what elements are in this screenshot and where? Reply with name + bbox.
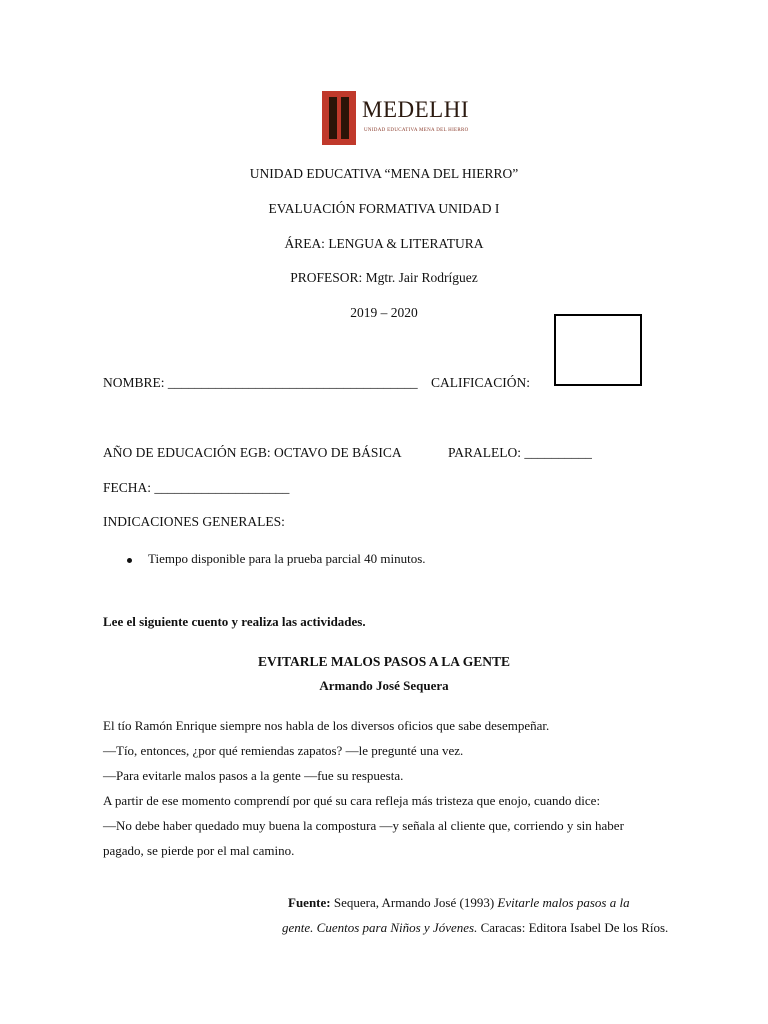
story-author: Armando José Sequera [319,678,449,693]
grade-box[interactable] [554,314,642,386]
grade-label: CALIFICACIÓN: [431,375,531,390]
logo-tagline: UNIDAD EDUCATIVA MENA DEL HIERRO [364,128,469,133]
story-line: El tío Ramón Enrique siempre nos habla de los diversos oficios que sabe desempeñar. [103,718,550,733]
source-title-part-1: Evitarle malos pasos a la [497,895,630,910]
teacher-name: PROFESOR: Mgtr. Jair Rodríguez [290,270,478,285]
logo-mark-icon [322,91,356,145]
story-line: —Tío, entonces, ¿por qué remiendas zapatos? —le pregunté una vez. [103,743,464,758]
story-line: —Para evitarle malos pasos a la gente —fue su respuesta. [103,768,404,783]
parallel-field[interactable]: PARALELO: __________ [448,445,592,460]
evaluation-title: EVALUACIÓN FORMATIVA UNIDAD I [268,201,500,216]
source-title-part-2: gente. Cuentos para Niños y Jóvenes. [282,920,478,935]
education-year: AÑO DE EDUCACIÓN EGB: OCTAVO DE BÁSICA [103,445,402,460]
school-name: UNIDAD EDUCATIVA “MENA DEL HIERRO” [249,166,519,181]
source-citation-line-1 [288,895,630,911]
story-line: —No debe haber quedado muy buena la compostura —y señala al cliente que, corriendo y sin haber [103,818,624,833]
source-label: Fuente: [288,895,331,910]
logo-brand: MEDELHI [362,97,469,122]
story-title: EVITARLE MALOS PASOS A LA GENTE [258,654,510,669]
source-author: Sequera, Armando José (1993) [330,895,498,910]
story-line: A partir de ese momento comprendí por qué su cara refleja más tristeza que enojo, cuando dice: [103,793,601,808]
task-prompt: Lee el siguiente cuento y realiza las actividades. [103,614,366,629]
source-citation-line-2 [282,920,668,936]
bullet-icon [127,558,132,563]
story-line: pagado, se pierde por el mal camino. [103,843,295,858]
instruction-item: Tiempo disponible para la prueba parcial 40 minutos. [148,551,426,566]
source-publisher: Caracas: Editora Isabel De los Ríos. [477,920,669,935]
date-field[interactable]: FECHA: ____________________ [103,480,290,495]
name-field[interactable]: NOMBRE: _____________________________________ [103,375,418,390]
school-logo [322,91,479,145]
subject-area: ÁREA: LENGUA & LITERATURA [284,236,484,251]
school-year: 2019 – 2020 [350,305,418,320]
instructions-label: INDICACIONES GENERALES: [103,514,285,529]
